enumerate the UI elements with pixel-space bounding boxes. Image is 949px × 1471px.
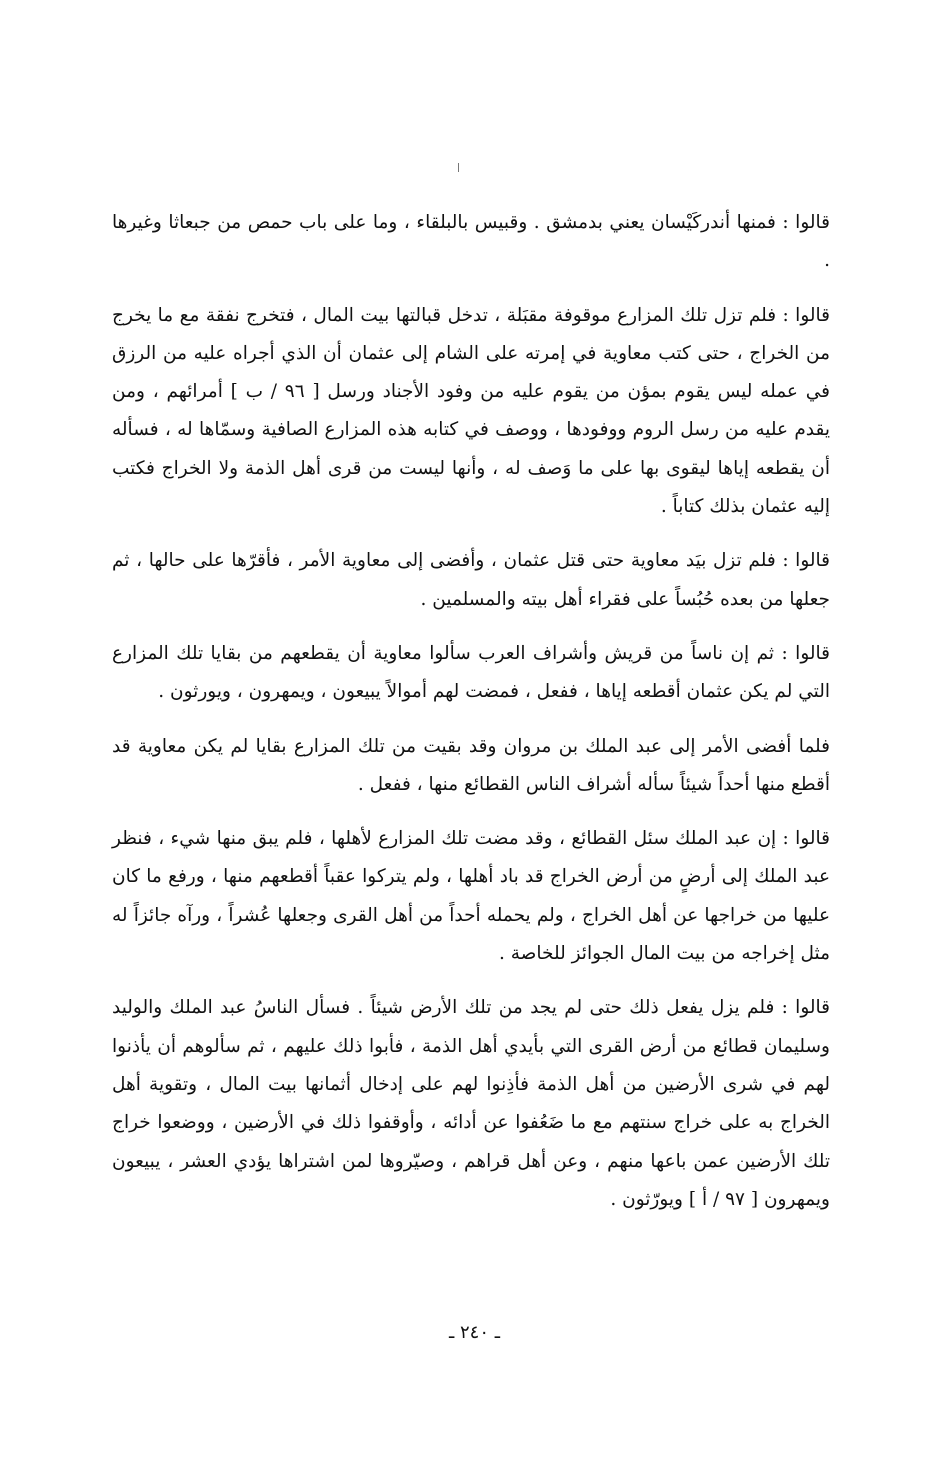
scan-speck	[458, 163, 459, 172]
paragraph: قالوا : فلم يزل يفعل ذلك حتى لم يجد من تلك الأرض شيئاً . فسأل الناسُ عبد الملك والوليد وسليمان قطائع من أرض القرى التي بأيدي أهل الذمة ، فأبوا ذلك عليهم ، ثم سألوهم أن يأذنوا لهم في شرى الأرضين من أهل الذمة فأذِنوا لهم على إدخال أثمانها بيت المال ، وتقوية أهل الخراج به على خراج سنتهم مع ما ضَعُفوا عن أدائه ، وأوقفوا ذلك في الأرضين ، ووضعوا خراج تلك الأرضين عمن باعها منهم ، وعن أهل قراهم ، وصيّروها لمن اشتراها يؤدي العشر ، يبيعون ويمهرون [ ٩٧ / أ ] ويورّثون .	[112, 997, 830, 1210]
paragraph: قالوا : فلم تزل تلك المزارع موقوفة مقبَلة ، تدخل قبالتها بيت المال ، فتخرج نفقة مع ما يخرج من الخراج ، حتى كتب معاوية في إمرته على الشام إلى عثمان أن الذي أجراه عليه من الرزق في عمله ليس يقوم بمؤن من يقوم عليه من وفود الأجناد ورسل [ ٩٦ / ب ] أمرائهم ، ومن يقدم عليه من رسل الروم ووفودها ، ووصف في كتابه هذه المزارع الصافية وسمّاها له ، فسأله أن يقطعه إياها ليقوى بها على ما وَصف له ، وأنها ليست من قرى أهل الذمة ولا الخراج فكتب إليه عثمان بذلك كتاباً .	[112, 304, 830, 518]
paragraph: قالوا : ثم إن ناساً من قريش وأشراف العرب سألوا معاوية أن يقطعهم من بقايا تلك المزارع التي لم يكن عثمان أقطعه إياها ، ففعل ، فمضت لهم أموالاً يبيعون ، ويمهرون ، ويورثون .	[112, 642, 830, 703]
paragraph: قالوا : إن عبد الملك سئل القطائع ، وقد مضت تلك المزارع لأهلها ، فلم يبق منها شيء ، فنظر عبد الملك إلى أرضٍ من أرض الخراج قد باد أهلها ، ولم يتركوا عقباً أقطعهم منها ، ورفع ما كان عليها من خراجها عن أهل الخراج ، ولم يحمله أحداً من أهل القرى وجعلها عُشراً ، ورآه جائزاً له مثل إخراجه من بيت المال الجوائز للخاصة .	[112, 828, 830, 965]
paragraph: قالوا : فلم تزل بيَد معاوية حتى قتل عثمان ، وأفضى إلى معاوية الأمر ، فأقرّها على حالها ، ثم جعلها من بعده حُبُساً على فقراء أهل بيته والمسلمين .	[112, 550, 830, 610]
body-text	[112, 204, 830, 1235]
paragraph: فلما أفضى الأمر إلى عبد الملك بن مروان وقد بقيت من تلك المزارع بقايا لم يكن معاوية قد أقطع منها أحداً شيئاً سأله أشراف الناس القطائع منها ، ففعل .	[112, 735, 830, 795]
page-number: ـ ٢٤٠ ـ	[448, 1322, 500, 1343]
paragraph: قالوا : فمنها أندركَيْسان يعني بدمشق . وقبيس بالبلقاء ، وما على باب حمص من جبعاثا وغيرها .	[112, 212, 830, 272]
